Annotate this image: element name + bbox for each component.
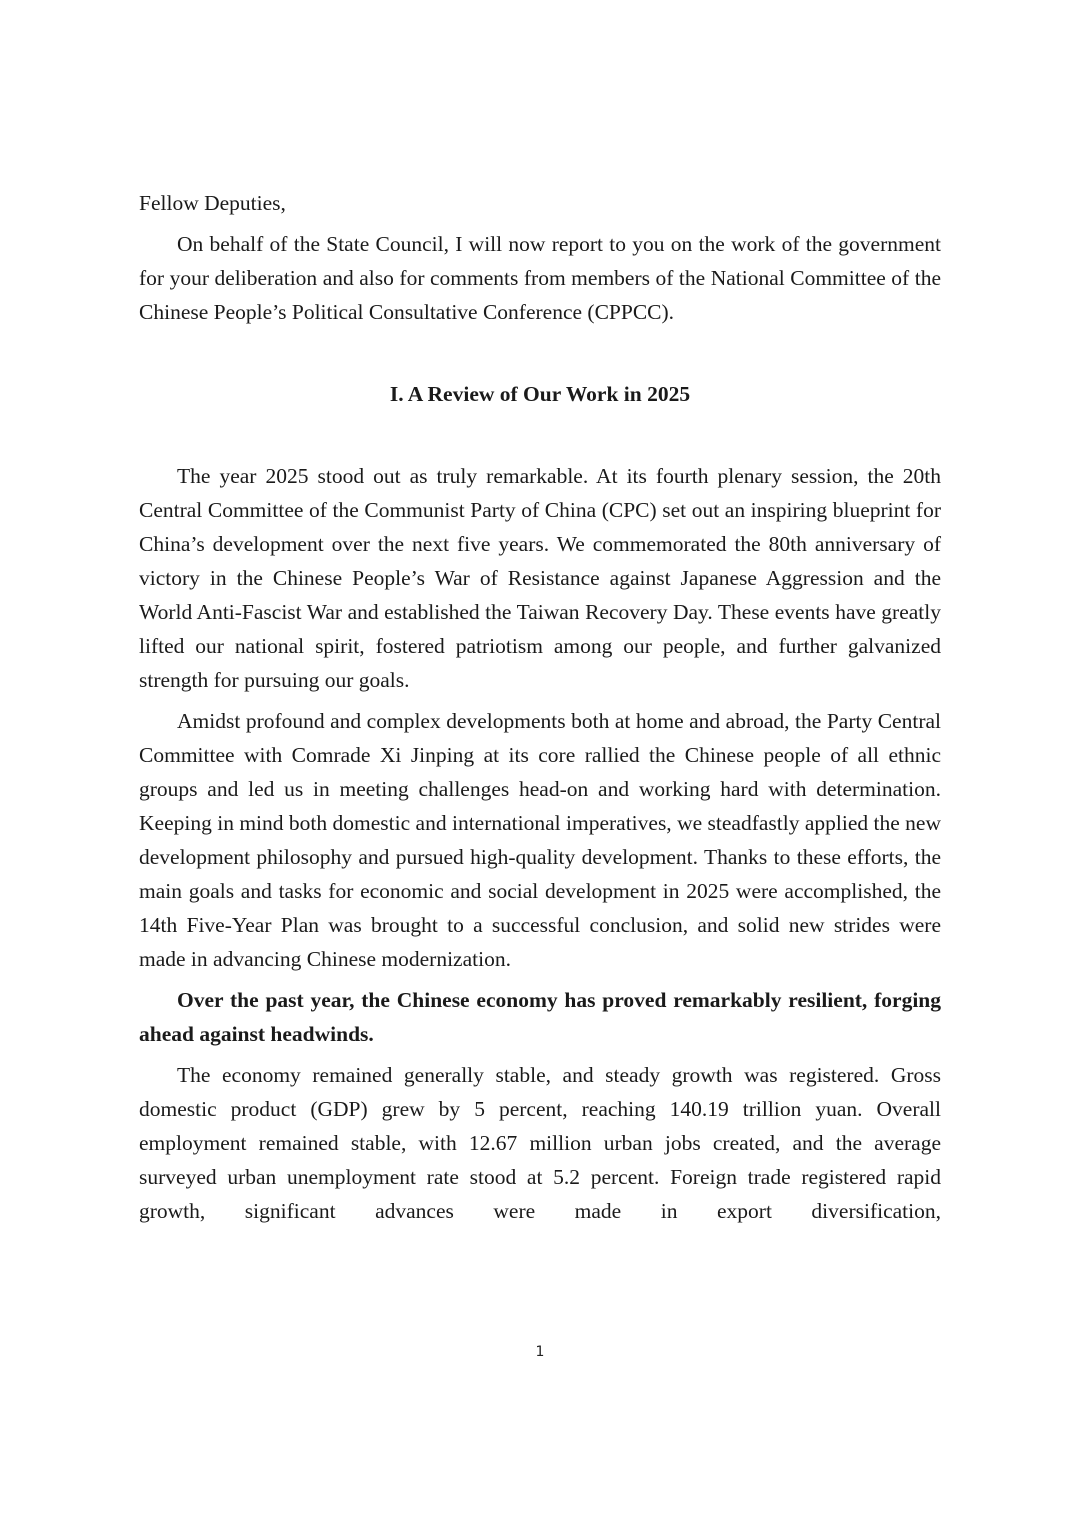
body-paragraph: Amidst profound and complex developments both at home and abroad, the Party Central Committee with Comrade Xi Jinping at its core rallied the Chinese people of all ethnic groups and led us in meeting challenges head-on and working hard with determination. Keeping in mind both domestic and international imperatives, we steadfastly applied the new development philosophy and pursued high-quality development. Thanks to these efforts, the main goals and tasks for economic and social development in 2025 were accomplished, the 14th Five-Year Plan was brought to a successful conclusion, and solid new strides were made in advancing Chinese modernization.	[139, 709, 941, 971]
body-paragraph: The year 2025 stood out as truly remarkable. At its fourth plenary session, the 20th Central Committee of the Communist Party of China (CPC) set out an inspiring blueprint for China’s development over the next five years. We commemorated the 80th anniversary of victory in the Chinese People’s War of Resistance against Japanese Aggression and the World Anti-Fascist War and established the Taiwan Recovery Day. These events have greatly lifted our national spirit, fostered patriotism among our people, and further galvanized strength for pursuing our goals.	[139, 464, 941, 692]
bold-lead-paragraph: Over the past year, the Chinese economy has proved remarkably resilient, forging ahead against headwinds.	[139, 988, 941, 1046]
document-page	[139, 186, 941, 1228]
body-paragraph: The economy remained generally stable, and steady growth was registered. Gross domestic product (GDP) grew by 5 percent, reaching 140.19 trillion yuan. Overall employment remained stable, with 12.67 million urban jobs created, and the average surveyed urban unemployment rate stood at 5.2 percent. Foreign trade registered rapid growth, significant advances were made in export diversification,	[139, 1063, 941, 1223]
intro-paragraph: On behalf of the State Council, I will now report to you on the work of the government for your deliberation and also for comments from members of the National Committee of the Chinese People’s Political Consultative Conference (CPPCC).	[139, 232, 941, 324]
section-heading: I. A Review of Our Work in 2025	[389, 382, 691, 406]
salutation: Fellow Deputies,	[139, 191, 286, 215]
page-number: 1	[535, 1344, 545, 1360]
